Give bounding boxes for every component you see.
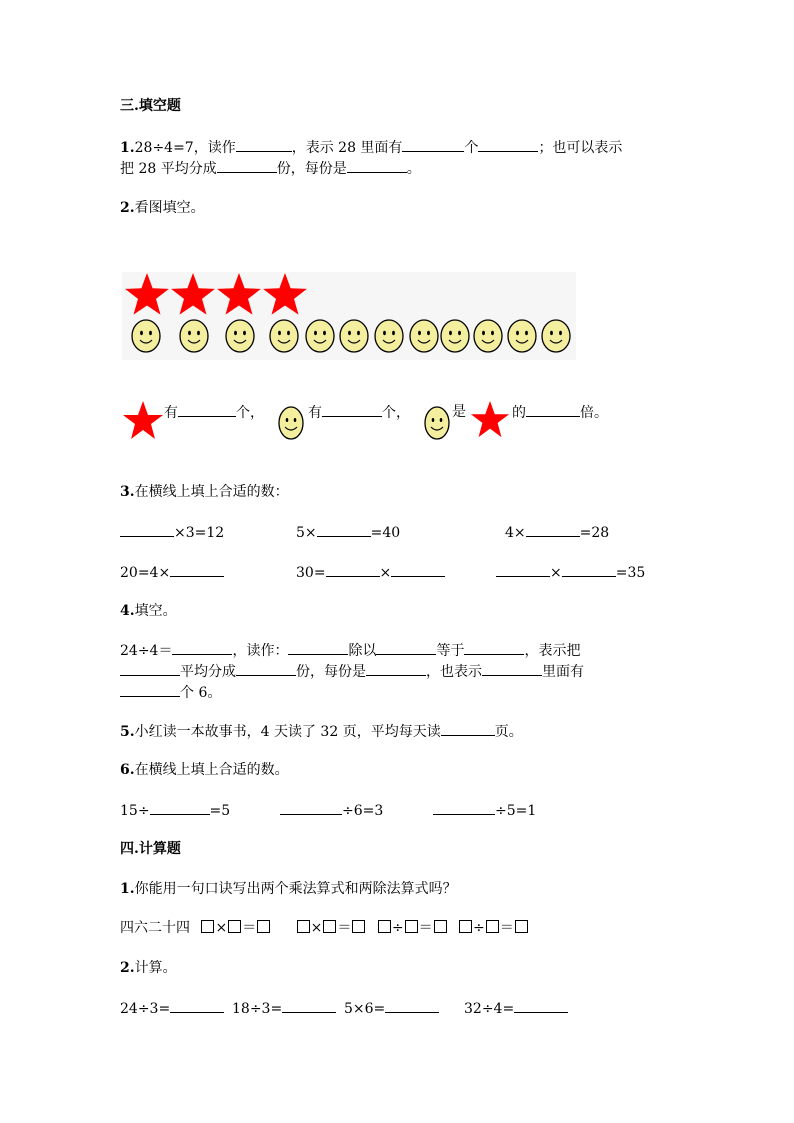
question-4-line-3: 个 6。: [120, 682, 221, 703]
answer-blank[interactable]: [326, 562, 380, 577]
question-6-prompt: 6.在横线上填上合适的数。: [120, 762, 289, 778]
answer-blank[interactable]: [170, 562, 224, 577]
equation-divide-2: ÷ ＝: [458, 920, 529, 936]
star-icon: [470, 400, 510, 440]
answer-box[interactable]: [201, 920, 214, 933]
answer-blank[interactable]: [317, 522, 371, 537]
star-icon: [122, 400, 164, 442]
question-6-item: ÷5=1: [433, 800, 536, 821]
section-title-calculation: 四.计算题: [120, 841, 181, 857]
calc-item: 32÷4=: [464, 998, 568, 1019]
smiley-face-icon: [542, 320, 570, 352]
answer-box[interactable]: [257, 920, 270, 933]
smiley-face-icon: [180, 320, 208, 352]
question-3-item: × =35: [496, 562, 645, 583]
smiley-face-icon: [132, 320, 160, 352]
question-2-answer-line: 有 个， 有 个， 是 的 倍。: [122, 400, 642, 444]
equation-divide-1: ÷ ＝: [377, 920, 448, 936]
answer-blank[interactable]: [236, 137, 292, 152]
question-2-prompt: 2.看图填空。: [120, 200, 205, 216]
answer-blank[interactable]: [478, 137, 538, 152]
question-1-line-2: 把 28 平均分成 份，每份是 。: [120, 158, 421, 179]
answer-blank[interactable]: [433, 800, 495, 815]
answer-blank[interactable]: [482, 661, 542, 676]
answer-blank[interactable]: [217, 158, 277, 173]
answer-blank[interactable]: [464, 640, 524, 655]
smiley-face-icon: [226, 320, 254, 352]
equation-multiply-2: × ＝: [296, 920, 367, 936]
answer-blank[interactable]: [288, 640, 348, 655]
calc-item: 5×6=: [344, 998, 439, 1019]
smiley-face-icon: [375, 320, 403, 352]
answer-box[interactable]: [297, 920, 310, 933]
answer-blank[interactable]: [402, 137, 464, 152]
answer-blank[interactable]: [120, 522, 174, 537]
answer-box[interactable]: [228, 920, 241, 933]
smiley-face-icon: [424, 406, 450, 440]
smiley-face-icon: [474, 320, 502, 352]
smiley-face-icon: [306, 320, 334, 352]
answer-box[interactable]: [434, 920, 447, 933]
smiley-face-icon: [441, 320, 469, 352]
answer-box[interactable]: [405, 920, 418, 933]
question-number: 1.: [120, 140, 135, 156]
answer-blank[interactable]: [562, 562, 616, 577]
answer-blank[interactable]: [391, 562, 445, 577]
answer-blank[interactable]: [385, 998, 439, 1013]
answer-blank[interactable]: [172, 640, 232, 655]
answer-blank[interactable]: [366, 661, 426, 676]
question-3-item: 30= ×: [296, 562, 445, 583]
answer-blank[interactable]: [150, 800, 210, 815]
answer-blank[interactable]: [376, 640, 436, 655]
question-4-line-2: 平均分成 份，每份是 ，也表示 里面有: [120, 661, 584, 682]
answer-box[interactable]: [459, 920, 472, 933]
answer-blank[interactable]: [322, 402, 382, 417]
smiley-face-icon: [278, 406, 304, 440]
answer-box[interactable]: [515, 920, 528, 933]
question-5: 5.小红读一本故事书，4 天读了 32 页，平均每天读 页。: [120, 721, 523, 742]
section-title-fill-blank: 三.填空题: [120, 98, 181, 114]
answer-blank[interactable]: [120, 661, 180, 676]
answer-blank[interactable]: [526, 522, 580, 537]
answer-blank[interactable]: [280, 800, 342, 815]
answer-blank[interactable]: [496, 562, 550, 577]
smiley-face-icon: [410, 320, 438, 352]
calc-item: 18÷3=: [232, 998, 336, 1019]
question-3-item: 5× =40: [296, 522, 400, 543]
answer-box[interactable]: [323, 920, 336, 933]
question-3-item: 4× =28: [505, 522, 609, 543]
question-3-item: ×3=12: [120, 522, 224, 543]
calc-question-1-prompt: 1.你能用一句口诀写出两个乘法算式和两除法算式吗？: [120, 881, 457, 897]
question-1-line-1: 1.28÷4=7，读作 ，表示 28 里面有 个 ；也可以表示: [120, 137, 622, 158]
answer-blank[interactable]: [170, 998, 224, 1013]
question-6-item: ÷6=3: [280, 800, 383, 821]
calc-question-2-prompt: 2.计算。: [120, 960, 177, 976]
answer-box[interactable]: [352, 920, 365, 933]
answer-blank[interactable]: [236, 661, 296, 676]
answer-blank[interactable]: [282, 998, 336, 1013]
answer-box[interactable]: [378, 920, 391, 933]
answer-blank[interactable]: [120, 682, 180, 697]
answer-blank[interactable]: [441, 721, 495, 736]
answer-blank[interactable]: [347, 158, 407, 173]
question-4-prompt: 4.填空。: [120, 603, 177, 619]
question-3-item: 20=4×: [120, 562, 224, 583]
answer-blank[interactable]: [526, 402, 580, 417]
question-4-line-1: 24÷4＝ ，读作： 除以 等于 ，表示把: [120, 640, 580, 661]
smiley-face-icon: [508, 320, 536, 352]
question-6-item: 15÷ =5: [120, 800, 230, 821]
equation-multiply-1: × ＝: [200, 920, 271, 936]
answer-box[interactable]: [486, 920, 499, 933]
question-3-prompt: 3.在横线上填上合适的数：: [120, 484, 289, 500]
calc-item: 24÷3=: [120, 998, 224, 1019]
smiley-face-icon: [270, 320, 298, 352]
answer-blank[interactable]: [514, 998, 568, 1013]
answer-blank[interactable]: [178, 402, 236, 417]
stars-and-faces-picture: [122, 272, 576, 360]
smiley-face-icon: [340, 320, 368, 352]
calc-question-1-boxes: 四六二十四 × ＝ × ＝ ÷ ＝ ÷ ＝: [120, 918, 529, 938]
